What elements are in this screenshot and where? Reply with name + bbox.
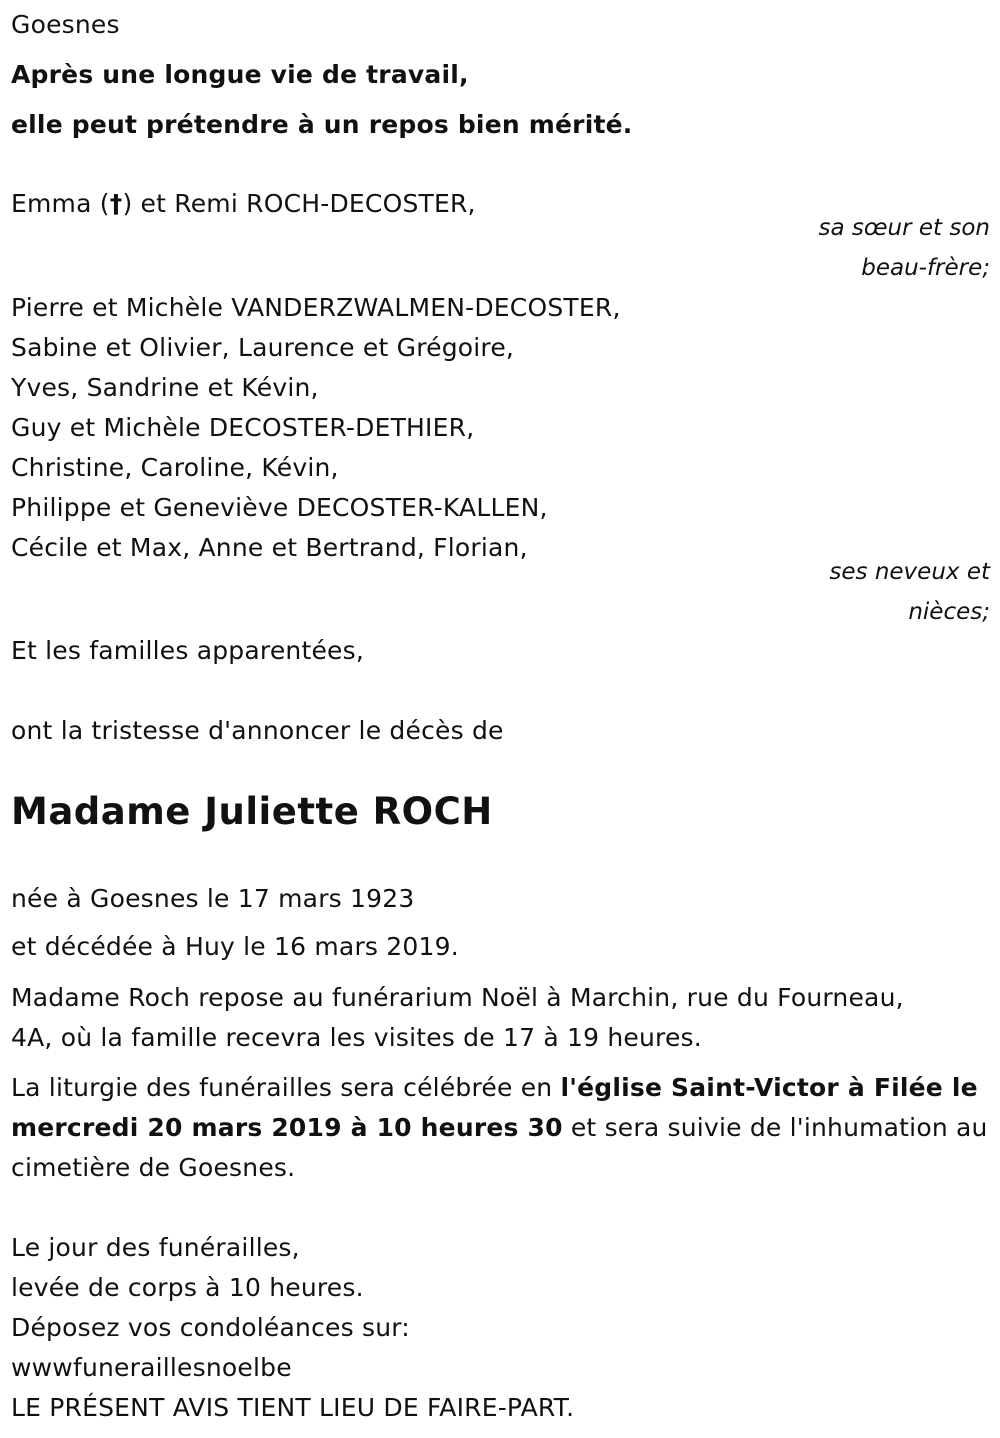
footer-line-1: Le jour des funérailles, [11,1233,300,1262]
nephew-line: Sabine et Olivier, Laurence et Grégoire, [11,333,515,362]
nephew-line: Cécile et Max, Anne et Bertrand, Florian, [11,533,528,562]
nephews-role-line-2: nièces; [908,599,990,625]
nephew-line: Pierre et Michèle VANDERZWALMEN-DECOSTER, [11,293,621,322]
liturgy-date: mercredi 20 mars 2019 à 10 heures 30 [11,1113,563,1142]
quote-line-1: Après une longue vie de travail, [11,60,469,89]
footer-notice: LE PRÉSENT AVIS TIENT LIEU DE FAIRE-PART. [11,1393,575,1422]
condolences-link: wwwfuneraillesnoelbe [11,1353,292,1382]
sister-role-line-2: beau-frère; [861,255,990,281]
footer-line-2: levée de corps à 10 heures. [11,1273,364,1302]
place-heading: Goesnes [11,10,120,39]
relatives-line: Et les familles apparentées, [11,636,364,665]
liturgy-church: l'église Saint-Victor à Filée le [560,1073,978,1102]
liturgy-pre: La liturgie des funérailles sera célébrée en [11,1073,561,1102]
nephew-line: Philippe et Geneviève DECOSTER-KALLEN, [11,493,548,522]
sister-role-line-1: sa sœur et son [818,215,990,241]
announcement-intro: ont la tristesse d'annoncer le décès de [11,716,504,745]
sister-pre: Emma ( [11,189,110,218]
funerarium-line-1: Madame Roch repose au funérarium Noël à Marchin, rue du Fourneau, [11,983,904,1012]
quote-line-2: elle peut prétendre à un repos bien mérité. [11,110,633,139]
birth-line: née à Goesnes le 17 mars 1923 [11,884,415,913]
liturgy-line-2 [11,1113,988,1143]
nephew-line: Yves, Sandrine et Kévin, [11,373,319,402]
deceased-cross-icon: † [109,189,123,218]
nephews-role-line-1: ses neveux et [829,559,990,585]
nephew-line: Christine, Caroline, Kévin, [11,453,339,482]
nephew-line: Guy et Michèle DECOSTER-DETHIER, [11,413,475,442]
footer-line-3: Déposez vos condoléances sur: [11,1313,410,1342]
liturgy-post: et sera suivie de l'inhumation au [562,1113,988,1142]
sister-line [11,189,476,219]
liturgy-line-1 [11,1073,978,1103]
deceased-name: Madame Juliette ROCH [11,790,493,833]
funerarium-line-2: 4A, où la famille recevra les visites de 17 à 19 heures. [11,1023,702,1052]
death-line: et décédée à Huy le 16 mars 2019. [11,932,459,961]
liturgy-line-3: cimetière de Goesnes. [11,1153,296,1182]
sister-post: ) et Remi ROCH-DECOSTER, [122,189,476,218]
